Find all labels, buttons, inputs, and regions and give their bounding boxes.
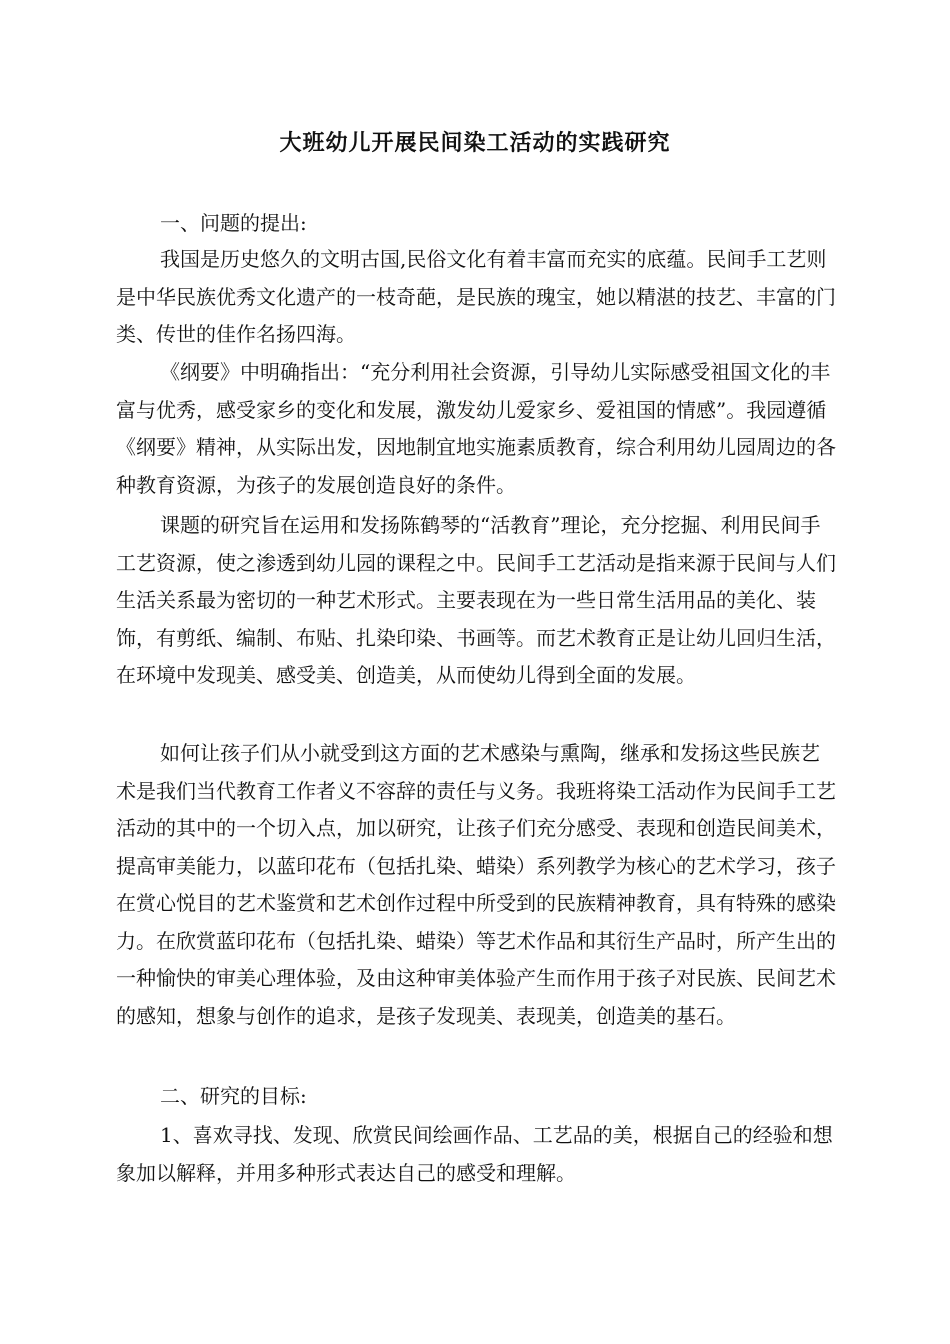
document-title: 大班幼儿开展民间染工活动的实践研究 bbox=[279, 130, 671, 156]
paragraph-4: 如何让孩子们从小就受到这方面的艺术感染与熏陶，继承和发扬这些民族艺术是我们当代教育工作者义不容辞的责任与义务。我班将染工活动作为民间手工艺活动的其中的一个切入点，加以研究，让孩子们充分感受、表现和创造民间美术，提高审美能力，以蓝印花布（包括扎染、蜡染）系列教学为核心的艺术学习，孩子在赏心悦目的艺术鉴赏和艺术创作过程中所受到的民族精神教育，具有特殊的感染力。在欣赏蓝印花布（包括扎染、蜡染）等艺术作品和其衍生产品时，所产生出的一种愉快的审美心理体验，及由这种审美体验产生而作用于孩子对民族、民间艺术的感知，想象与创作的追求，是孩子发现美、表现美，创造美的基石。 bbox=[116, 741, 836, 1028]
section-heading-2: 二、研究的目标: bbox=[160, 1084, 307, 1108]
section-heading-1: 一、问题的提出: bbox=[160, 211, 307, 235]
paragraph-3: 课题的研究旨在运用和发扬陈鹤琴的“活教育”理论，充分挖掘、利用民间手工艺资源，使之渗透到幼儿园的课程之中。民间手工艺活动是指来源于民间与人们生活关系最为密切的一种艺术形式。主要表现在为一些日常生活用品的美化、装饰，有剪纸、编制、布贴、扎染印染、书画等。而艺术教育正是让幼儿回归生活，在环境中发现美、感受美、创造美，从而使幼儿得到全面的发展。 bbox=[116, 513, 836, 687]
paragraph-1: 我国是历史悠久的文明古国,民俗文化有着丰富而充实的底蕴。民间手工艺则是中华民族优秀文化遗产的一枝奇葩，是民族的瑰宝，她以精湛的技艺、丰富的门类、传世的佳作名扬四海。 bbox=[116, 247, 836, 346]
paragraph-2: 《纲要》中明确指出：“充分利用社会资源，引导幼儿实际感受祖国文化的丰富与优秀，感受家乡的变化和发展，激发幼儿爱家乡、爱祖国的情感”。我园遵循《纲要》精神，从实际出发，因地制宜地实施素质教育，综合利用幼儿园周边的各种教育资源，为孩子的发展创造良好的条件。 bbox=[116, 360, 836, 497]
paragraph-5: 1、喜欢寻找、发现、欣赏民间绘画作品、工艺品的美，根据自己的经验和想象加以解释，并用多种形式表达自己的感受和理解。 bbox=[116, 1123, 833, 1185]
